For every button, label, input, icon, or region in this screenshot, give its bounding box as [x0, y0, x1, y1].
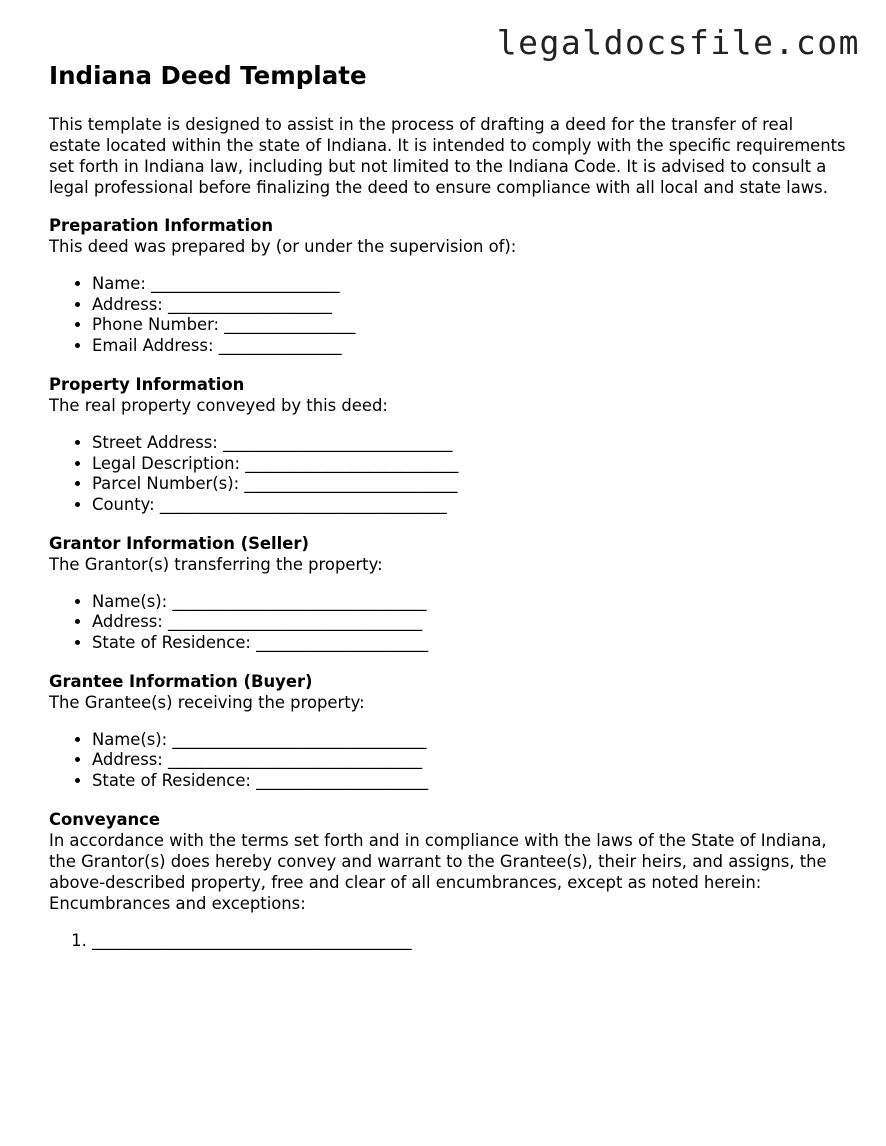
preparation-heading: Preparation Information [49, 216, 274, 235]
grantee-heading: Grantee Information (Buyer) [49, 671, 313, 691]
conveyance-text: In accordance with the terms set forth and in compliance with the laws of the State of Indiana, the Grantor(s) does hereby convey and warrant to the Grantee(s), their heirs, and assigns, the above-described property, free and clear of all encumbrances, except as noted herein: [49, 830, 827, 892]
intro-paragraph: This template is designed to assist in the process of drafting a deed for the transfer of real estate located within the state of Indiana. It is intended to comply with the specific requirements set forth in Indiana law, including but not limited to the Indiana Code. It is advised to consult a legal professional before finalizing the deed to ensure compliance with all local and state laws. [49, 115, 846, 197]
grantor-heading: Grantor Information (Seller) [49, 533, 309, 553]
document-title: Indiana Deed Template [49, 61, 367, 90]
grantee-list [49, 730, 849, 792]
grantee-section [49, 671, 849, 792]
conveyance-heading: Conveyance [49, 809, 161, 829]
grantor-lead: The Grantor(s) transferring the property: [49, 554, 383, 574]
deed-document [49, 60, 849, 952]
list-item: 1. _______________________________________ [92, 931, 849, 952]
grantor-section [49, 533, 849, 654]
property-list [49, 433, 849, 516]
site-watermark: legaldocsfile.com [496, 23, 860, 62]
list-item: • County: ___________________________________ [92, 495, 849, 516]
property-lead: The real property conveyed by this deed: [49, 395, 388, 415]
list-item: • Legal Description: __________________________ [92, 454, 849, 475]
encumbrances-list [49, 931, 849, 952]
list-item: • Address: _______________________________ [92, 612, 849, 633]
preparation-lead: This deed was prepared by (or under the supervision of): [49, 237, 517, 256]
preparation-section [49, 215, 849, 357]
list-item: • Parcel Number(s): __________________________ [92, 474, 849, 495]
preparation-list [49, 274, 849, 357]
encumbrances-label: Encumbrances and exceptions: [49, 893, 306, 913]
list-item: • Address: _______________________________ [92, 750, 849, 771]
list-item: • Name: _______________________ [92, 274, 849, 295]
list-item: • Name(s): _______________________________ [92, 592, 849, 613]
list-item: • Phone Number: ________________ [92, 315, 849, 336]
list-item: • State of Residence: _____________________ [92, 771, 849, 792]
grantor-list [49, 592, 849, 654]
property-heading: Property Information [49, 374, 245, 394]
list-item: • Street Address: ____________________________ [92, 433, 849, 454]
grantee-lead: The Grantee(s) receiving the property: [49, 692, 365, 712]
list-item: • Name(s): _______________________________ [92, 730, 849, 751]
list-item: • Email Address: _______________ [92, 336, 849, 357]
property-section [49, 374, 849, 516]
list-item: • State of Residence: _____________________ [92, 633, 849, 654]
conveyance-section [49, 809, 849, 952]
list-item: • Address: ____________________ [92, 295, 849, 316]
